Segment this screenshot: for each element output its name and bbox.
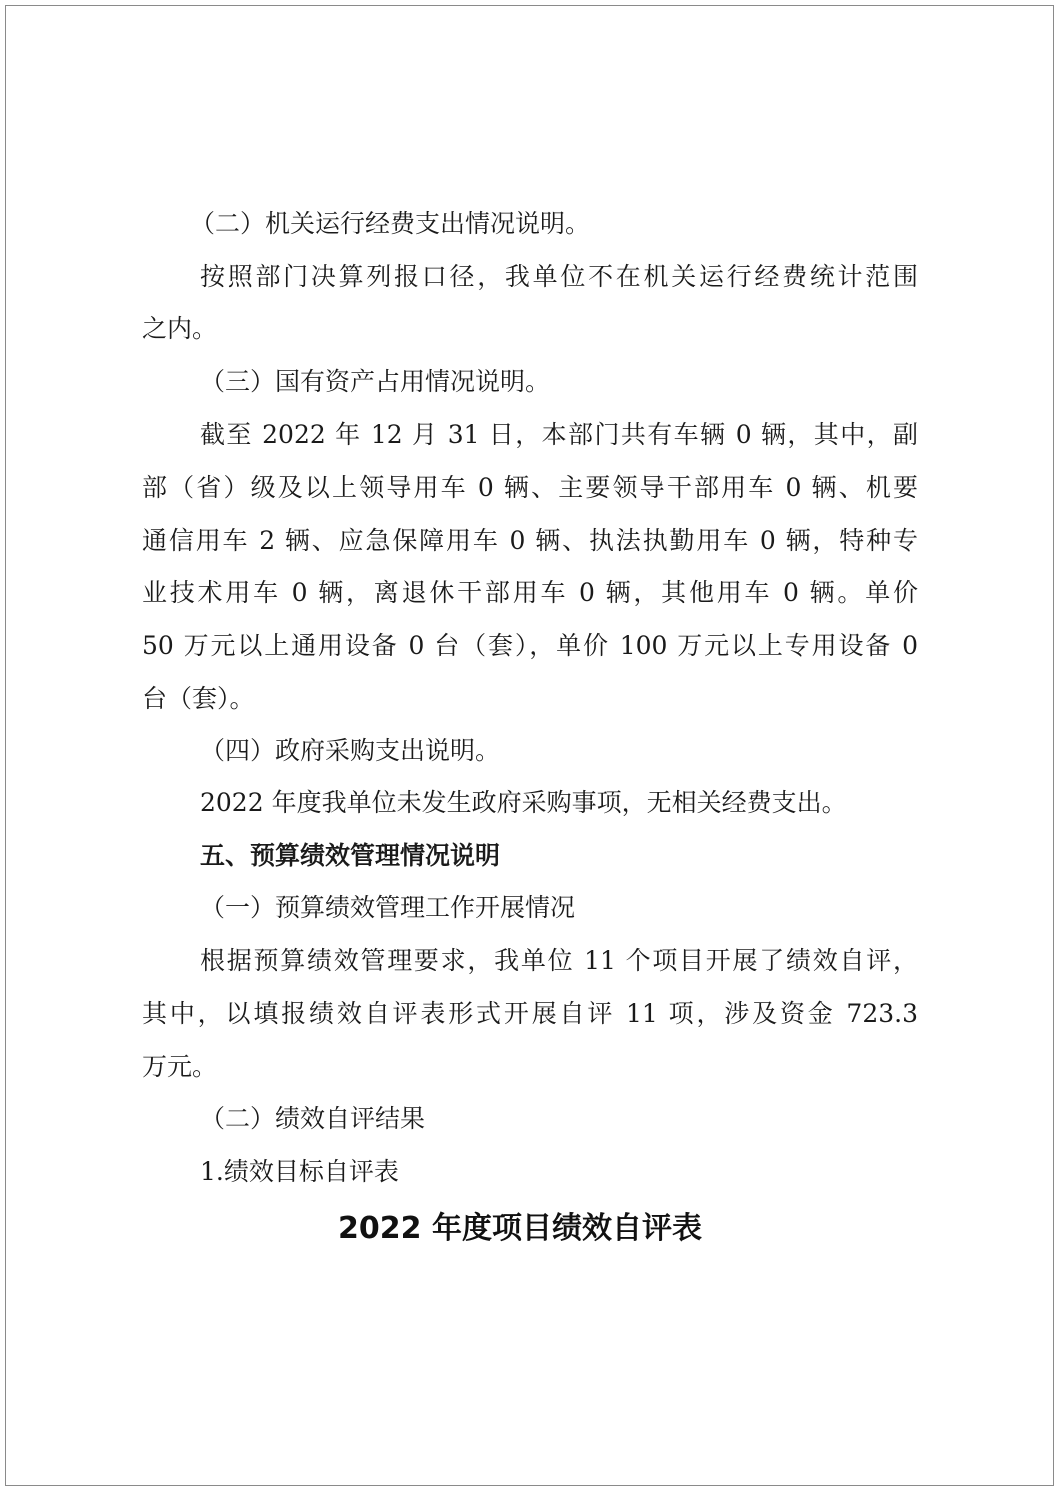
paragraph-line: 其中，以填报绩效自评表形式开展自评 11 项，涉及资金 723.3 xyxy=(142,999,918,1028)
section-heading-2: （二）机关运行经费支出情况说明。 xyxy=(190,209,591,238)
paragraph-line: 根据预算绩效管理要求，我单位 11 个项目开展了绩效自评， xyxy=(200,946,918,975)
paragraph-line: 台（套）。 xyxy=(142,684,255,713)
subsection-heading-5-2: （二）绩效自评结果 xyxy=(200,1104,426,1133)
section-heading-3: （三）国有资产占用情况说明。 xyxy=(200,367,551,396)
paragraph-line: 业技术用车 0 辆，离退休干部用车 0 辆，其他用车 0 辆。单价 xyxy=(142,578,918,607)
paragraph-line: 万元。 xyxy=(142,1052,218,1081)
item-heading-5-2-1: 1.绩效目标自评表 xyxy=(200,1157,399,1186)
paragraph-line: 截至 2022 年 12 月 31 日，本部门共有车辆 0 辆，其中，副 xyxy=(200,420,918,449)
paragraph-line: 按照部门决算列报口径，我单位不在机关运行经费统计范围 xyxy=(200,262,918,291)
paragraph-line: 50 万元以上通用设备 0 台（套），单价 100 万元以上专用设备 0 xyxy=(142,631,918,660)
paragraph-line: 2022 年度我单位未发生政府采购事项，无相关经费支出。 xyxy=(200,788,847,817)
section-heading-5: 五、预算绩效管理情况说明 xyxy=(200,841,501,870)
paragraph-line: 之内。 xyxy=(142,314,218,343)
section-heading-4: （四）政府采购支出说明。 xyxy=(200,736,501,765)
subsection-heading-5-1: （一）预算绩效管理工作开展情况 xyxy=(200,893,576,922)
table-title: 2022 年度项目绩效自评表 xyxy=(338,1211,702,1246)
paragraph-line: 通信用车 2 辆、应急保障用车 0 辆、执法执勤用车 0 辆，特种专 xyxy=(142,526,918,555)
paragraph-line: 部（省）级及以上领导用车 0 辆、主要领导干部用车 0 辆、机要 xyxy=(142,473,918,502)
